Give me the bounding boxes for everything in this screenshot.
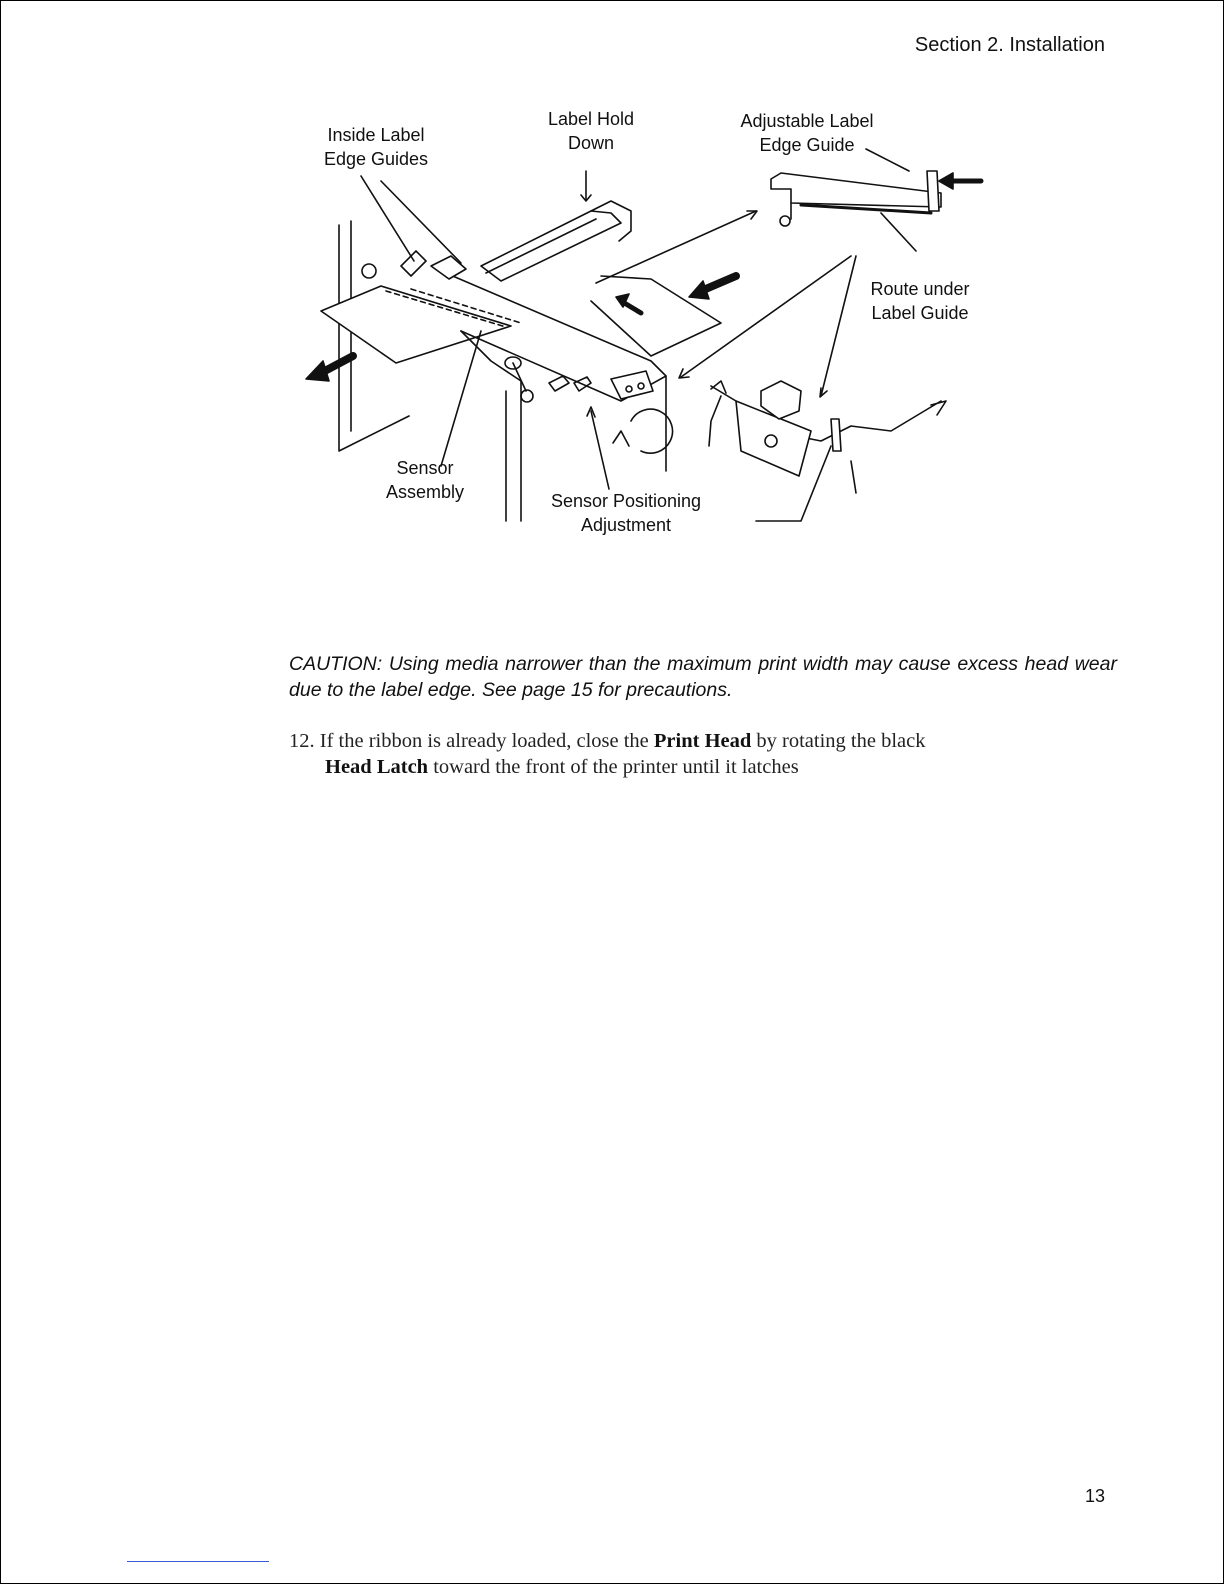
step-line-2 <box>289 754 1117 780</box>
label-hold-down-label: Label Hold Down <box>547 109 635 153</box>
section-header: Section 2. Installation <box>914 34 1105 56</box>
instruction-step-12 <box>289 728 1117 780</box>
route-under-label-guide-label: Route under Label Guide <box>870 279 970 323</box>
sensor-positioning-adjustment-label: Sensor Positioning Adjustment <box>550 491 702 535</box>
adjustable-label-edge-guide-label: Adjustable Label Edge Guide <box>740 111 874 155</box>
print-head-term: Print Head <box>653 730 752 752</box>
head-latch-term: Head Latch <box>325 756 429 778</box>
step-number: 12. <box>289 730 315 752</box>
sensor-assembly-label: Sensor Assembly <box>385 458 465 502</box>
page-number: 13 <box>1084 1486 1105 1506</box>
step-text-3: toward the front of the printer until it latches <box>428 756 799 778</box>
caution-note: CAUTION: Using media narrower than the maximum print width may cause excess head wear due to the label edge. See page 15 for precautions. <box>289 653 1117 701</box>
media-loading-diagram <box>291 101 1011 551</box>
step-text-1: If the ribbon is already loaded, close the <box>314 730 654 752</box>
inside-label-edge-guides-label: Inside Label Edge Guides <box>323 125 429 169</box>
footer-link-underline[interactable] <box>127 1561 269 1562</box>
step-text-2: by rotating the black <box>751 730 926 752</box>
